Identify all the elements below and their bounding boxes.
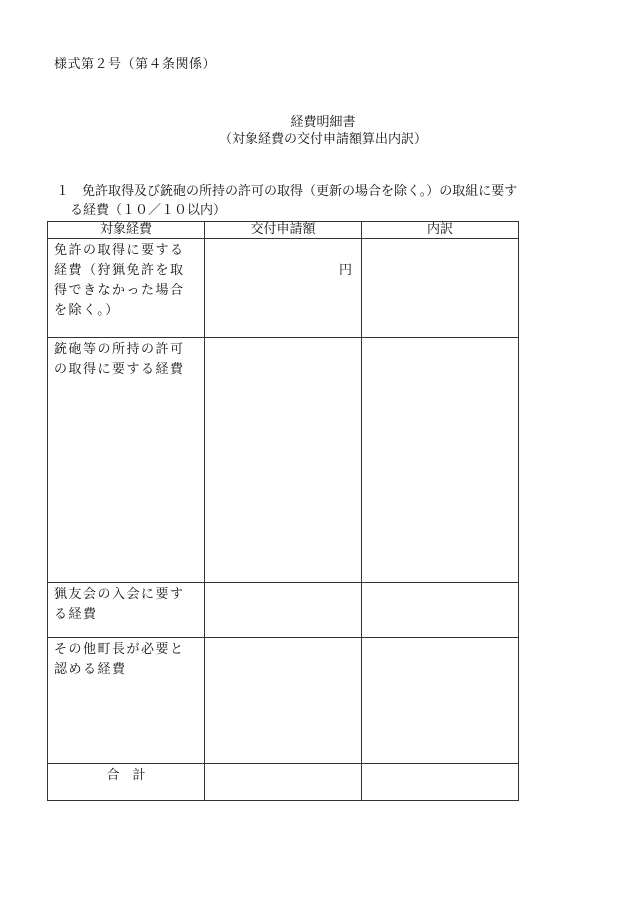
amount-unit: 円 <box>338 263 352 278</box>
breakdown-cell <box>362 638 519 764</box>
table-header-row <box>48 222 519 239</box>
section-heading-line-2: る経費（１０／１０以内） <box>70 203 227 218</box>
row-item-cell <box>48 638 205 764</box>
total-label: 合 計 <box>106 768 146 783</box>
table-row <box>48 239 519 338</box>
table-row <box>48 338 519 583</box>
header-breakdown: 内訳 <box>362 222 519 239</box>
row-item-cell <box>48 338 205 583</box>
row-item-label: 銃砲等の所持の許可の取得に要する経費 <box>54 342 185 377</box>
total-breakdown-cell <box>362 764 519 801</box>
section-heading-line-1: １ 免許取得及び銃砲の所持の許可の取得（更新の場合を除く。）の取組に要す <box>56 184 518 199</box>
header-application-amount: 交付申請額 <box>205 222 362 239</box>
section-heading <box>56 182 586 220</box>
row-item-cell <box>48 583 205 638</box>
breakdown-cell <box>362 583 519 638</box>
header-target-expense: 対象経費 <box>48 222 205 239</box>
row-item-cell <box>48 239 205 338</box>
document-subtitle: （対象経費の交付申請額算出内訳） <box>218 132 427 147</box>
total-label-cell <box>48 764 205 801</box>
breakdown-cell <box>362 338 519 583</box>
total-row <box>48 764 519 801</box>
breakdown-cell <box>362 239 519 338</box>
total-amount-cell <box>205 764 362 801</box>
document-title: 経費明細書 <box>290 115 356 130</box>
amount-cell <box>205 338 362 583</box>
row-item-label: 免許の取得に要する経費（狩猟免許を取得できなかった場合を除く。） <box>54 243 185 318</box>
amount-cell <box>205 239 362 338</box>
expense-table <box>47 221 519 801</box>
table-row <box>48 638 519 764</box>
row-item-label: その他町長が必要と認める経費 <box>54 642 185 677</box>
amount-cell <box>205 638 362 764</box>
row-item-label: 猟友会の入会に要する経費 <box>54 587 185 622</box>
amount-cell <box>205 583 362 638</box>
form-number: 様式第２号（第４条関係） <box>54 57 217 72</box>
table-row <box>48 583 519 638</box>
